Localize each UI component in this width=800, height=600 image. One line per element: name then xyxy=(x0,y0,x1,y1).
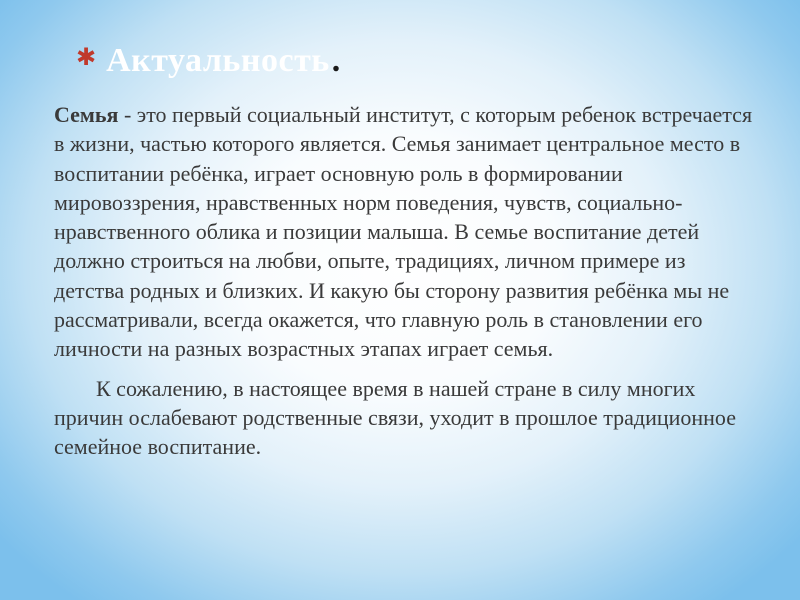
slide-title-dot: . xyxy=(331,42,341,79)
paragraph-1-lead: Семья xyxy=(54,102,119,127)
slide-body xyxy=(54,100,754,462)
paragraph-2: К сожалению, в настоящее время в нашей стране в силу многих причин ослабевают родственные связи, уходит в прошлое традиционное семейное воспитание. xyxy=(54,375,736,460)
slide-title: Актуальность xyxy=(106,42,330,79)
paragraph-1-text: - это первый социальный институт, с которым ребенок встречается в жизни, частью которого является. Семья занимает центральное место в воспитании ребёнка, играет основную роль в формировании мировоззрения, нравственных норм поведения, чувств, социально-нравственного облика и позиции малыша. В семье воспитание детей должно строиться на любви, опыте, традициях, личном примере из детства родных и близких. И какую бы сторону развития ребёнка мы не рассматривали, всегда окажется, что главную роль в становлении его личности на разных возрастных этапах играет семья. xyxy=(54,102,753,362)
star-bullet-icon: ✱ xyxy=(76,43,97,71)
slide-title-row xyxy=(76,36,340,86)
paragraph-1 xyxy=(54,100,754,364)
